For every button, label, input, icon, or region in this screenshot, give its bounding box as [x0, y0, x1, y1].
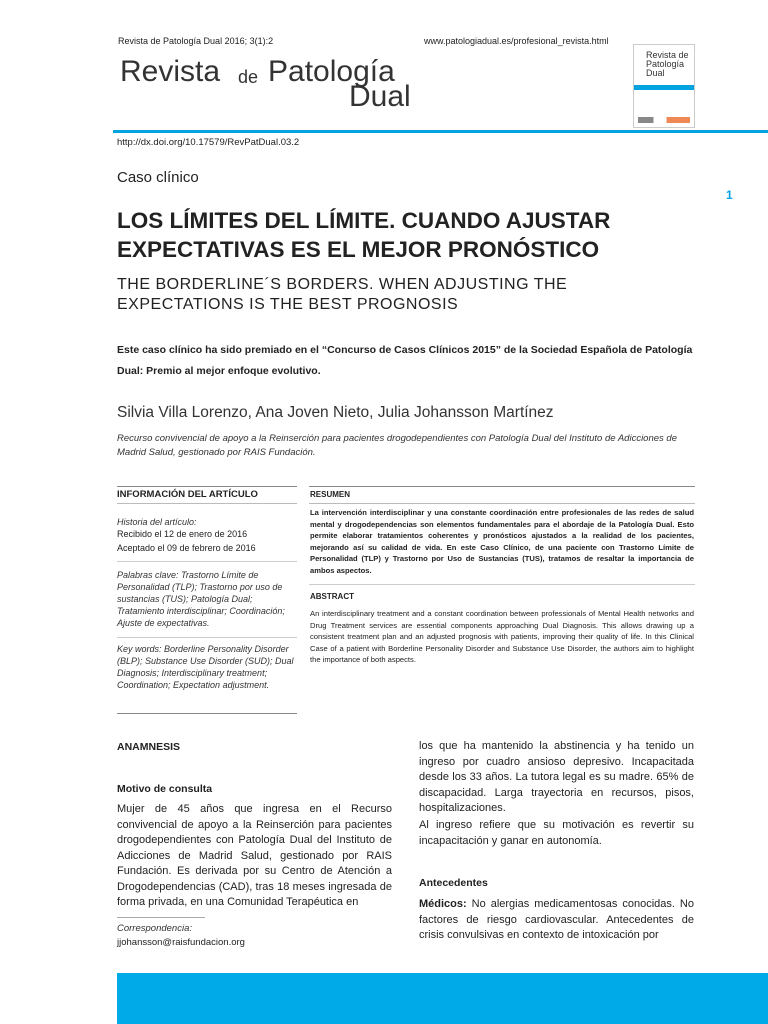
article-subtitle [117, 275, 717, 315]
logo-dual: Dual [349, 80, 411, 113]
correspondence-email[interactable]: jjohansson@raisfundacion.org [117, 937, 245, 948]
subtitle-line2: EXPECTATIONS IS THE BEST PROGNOSIS [117, 296, 459, 313]
cover-line1: Revista de [646, 50, 689, 60]
journal-logo [120, 55, 430, 125]
correspondence-label: Correspondencia: [117, 923, 192, 934]
article-info-heading: INFORMACIÓN DEL ARTÍCULO [117, 489, 258, 500]
footnote-rule [117, 917, 205, 918]
title-line1: LOS LÍMITES DEL LÍMITE. CUANDO AJUSTAR [117, 208, 611, 233]
resumen-rule-mid [309, 503, 695, 504]
doi-link[interactable]: http://dx.doi.org/10.17579/RevPatDual.03.2 [117, 137, 300, 148]
subtitle-line1: THE BORDERLINE´S BORDERS. WHEN ADJUSTING THE [117, 276, 568, 293]
abstract-body: An interdisciplinary treatment and a constant coordination between professionals of Mental Health networks and Drug Treatment services are essential components approaching Dual Diagnosis. This allows drawing up a consistent treatment plan and an adjusted prognosis with patients, improving their quality of life. In this Clinical Case of a patient with Borderline Personality Disorder and Substance Use Disorder, the authors aim to highlight the importance of both aspects. [310, 609, 694, 664]
award-note: Este caso clínico ha sido premiado en el “Concurso de Casos Clínicos 2015” de la Sociedad Española de Patología Dual: Premio al mejor enfoque evolutivo. [117, 344, 693, 377]
cover-line3: Dual [646, 68, 665, 78]
medicos-paragraph [419, 897, 694, 944]
medicos-text: No alergias medicamentosas conocidas. No factores de riesgo cardiovascular. Antecedentes de crisis convulsivas en contexto de intoxicación por [419, 898, 694, 941]
logo-de: de [238, 67, 259, 87]
header-rule [113, 130, 768, 133]
abstract-heading: ABSTRACT [310, 592, 354, 601]
info-rule-bottom [117, 713, 297, 714]
resumen-body: La intervención interdisciplinar y una constante coordinación entre profesionales de las redes de salud mental y drogodependencias son elementos fundamentales para el abordaje de la Patología Dual. Esto permite elaborar tratamientos coherentes y pronósticos ajustados a la realidad de los pacientes, mejorando así su calidad de vida. En este Caso Clínico, de una paciente con Trastorno Límite de Personalidad (TLP) y Trastorno por Uso de Sustancias (TUS), tratamos de resaltar la importancia de ambos aspectos. [310, 508, 694, 575]
affiliation: Recurso convivencial de apoyo a la Reinserción para pacientes drogodependientes con Patología Dual del Instituto de Adicciones de Madrid Salud, gestionado por RAIS Fundación. [117, 433, 677, 458]
received-date: Recibido el 12 de enero de 2016 [117, 529, 248, 539]
abstract-rule [309, 584, 695, 585]
motivo-heading: Motivo de consulta [117, 783, 213, 795]
title-line2: EXPECTATIVAS ES EL MEJOR PRONÓSTICO [117, 237, 600, 262]
footer-band [117, 973, 768, 1024]
journal-cover-thumbnail [633, 44, 695, 128]
resumen-heading: RESUMEN [310, 490, 351, 499]
journal-url[interactable]: www.patologiadual.es/profesional_revista.html [424, 36, 609, 46]
accepted-date: Aceptado el 09 de febrero de 2016 [117, 543, 256, 553]
logo-patologia: Patología [268, 55, 395, 88]
resumen-rule-top [309, 486, 695, 487]
info-rule-3 [117, 637, 297, 638]
info-rule-top [117, 486, 297, 487]
citation: Revista de Patología Dual 2016; 3(1):2 [118, 36, 274, 46]
history-label: Historia del artículo: [117, 517, 197, 527]
medicos-label: Médicos: [419, 898, 467, 910]
article-title [117, 206, 717, 264]
info-rule-mid [117, 503, 297, 504]
keywords-es: Palabras clave: Trastorno Límite de Personalidad (TLP); Trastorno por uso de sustancias (TUS); Patología Dual; Tratamiento interdisciplinar; Coordinación; Ajuste de expectativas. [117, 570, 285, 628]
section-label: Caso clínico [117, 169, 199, 186]
right-paragraph-2: Al ingreso refiere que su motivación es revertir su incapacitación y ganar en autonomía. [419, 819, 694, 847]
anamnesis-heading: ANAMNESIS [117, 741, 181, 753]
page-number: 1 [726, 188, 733, 202]
cover-band [634, 85, 694, 90]
cover-line2: Patología [646, 59, 685, 69]
cover-logos [638, 117, 690, 123]
antecedentes-heading: Antecedentes [419, 877, 488, 889]
keywords-en: Key words: Borderline Personality Disorder (BLP); Substance Use Disorder (SUD); Dual Diagnosis; Interdisciplinary treatment; Coordination; Expectation adjustment. [117, 644, 294, 690]
authors: Silvia Villa Lorenzo, Ana Joven Nieto, Julia Johansson Martínez [117, 404, 554, 421]
motivo-text: Mujer de 45 años que ingresa en el Recurso convivencial de apoyo a la Reinserción para pacientes drogodependientes con Patología Dual del Instituto de Adicciones de Madrid Salud, gestionado por RAIS Fundación. Es derivada por su Centro de Atención a Drogodependencias (CAD), tras 18 meses ingresada de forma privada, en una Comunidad Terapéutica en [117, 803, 392, 908]
info-rule-2 [117, 561, 297, 562]
right-paragraph-1: los que ha mantenido la abstinencia y ha tenido un ingreso por cuadro ansioso depresivo. Incapacitada desde los 33 años. La tutora legal es su madre. 65% de discapacidad. Larga trayectoria en recursos, pisos, hospitalizaciones. [419, 740, 694, 814]
logo-revista: Revista [120, 55, 221, 88]
